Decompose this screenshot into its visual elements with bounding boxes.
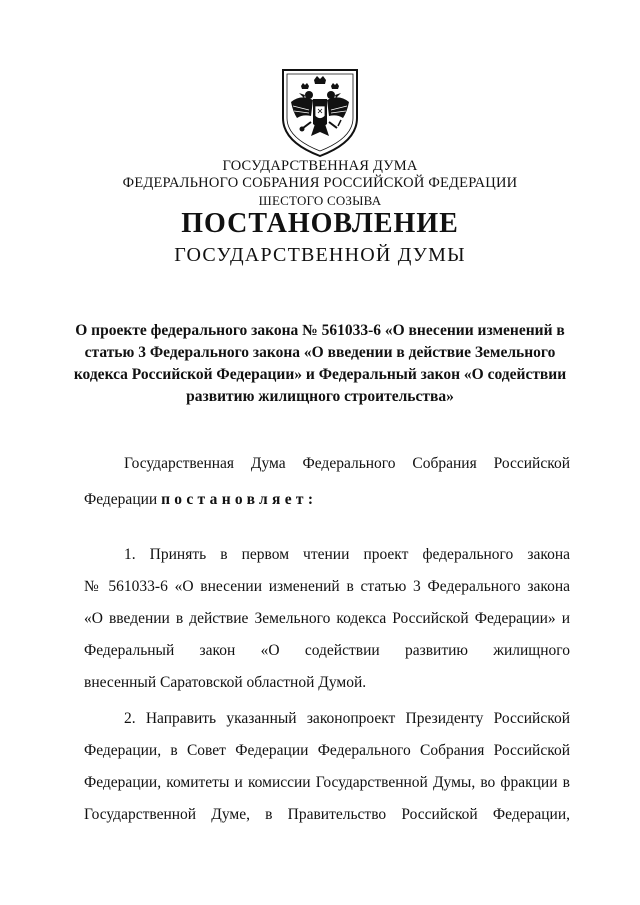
- subject-line: О проекте федерального закона № 561033-6 «О внесении изменений в: [75, 322, 565, 339]
- preamble-line: Государственная Дума Федерального Собрания Российской: [124, 455, 570, 472]
- document-title: ПОСТАНОВЛЕНИЕ: [181, 208, 459, 239]
- subject-line: кодекса Российской Федерации» и Федеральный закон «О содействии: [73, 366, 567, 383]
- coat-of-arms-emblem: [275, 66, 365, 158]
- item-1-line: Федеральный закон «О содействии развитию жилищного: [84, 642, 570, 659]
- document-subtitle: ГОСУДАРСТВЕННОЙ ДУМЫ: [174, 244, 466, 266]
- item-2-paragraph: [84, 703, 570, 831]
- item-2-line: Федерации, в Совет Федерации Федерального Собрания Российской: [84, 742, 570, 759]
- item-1-line: «О введении в действие Земельного кодекса Российской Федерации» и: [84, 610, 570, 627]
- document-subject: [70, 320, 570, 408]
- item-2-line: 2. Направить указанный законопроект Президенту Российской: [124, 710, 570, 727]
- preamble-line: [84, 484, 570, 516]
- resolves-word: постановляет:: [161, 491, 318, 508]
- item-1-line: 1. Принять в первом чтении проект федерального закона: [124, 546, 570, 563]
- item-2-line: Федерации, комитеты и комиссии Государственной Думы, во фракции в: [84, 774, 570, 791]
- subject-line: статью 3 Федерального закона «О введении в действие Земельного: [84, 344, 556, 361]
- preamble-paragraph: [84, 448, 570, 516]
- item-1-paragraph: [84, 539, 570, 699]
- header-line-duma: ГОСУДАРСТВЕННАЯ ДУМА: [222, 158, 418, 174]
- item-1-line: № 561033-6 «О внесении изменений в статью 3 Федерального закона: [84, 578, 570, 595]
- item-1-line: внесенный Саратовской областной Думой.: [84, 674, 367, 691]
- item-2-line: Государственной Думе, в Правительство Российской Федерации,: [84, 806, 570, 823]
- russian-coat-of-arms-icon: [275, 66, 365, 158]
- subject-line: развитию жилищного строительства»: [186, 388, 454, 405]
- header-line-convocation: ШЕСТОГО СОЗЫВА: [258, 193, 382, 208]
- preamble-text: Федерации: [84, 491, 162, 508]
- header-line-assembly: ФЕДЕРАЛЬНОГО СОБРАНИЯ РОССИЙСКОЙ ФЕДЕРАЦИИ: [122, 175, 518, 191]
